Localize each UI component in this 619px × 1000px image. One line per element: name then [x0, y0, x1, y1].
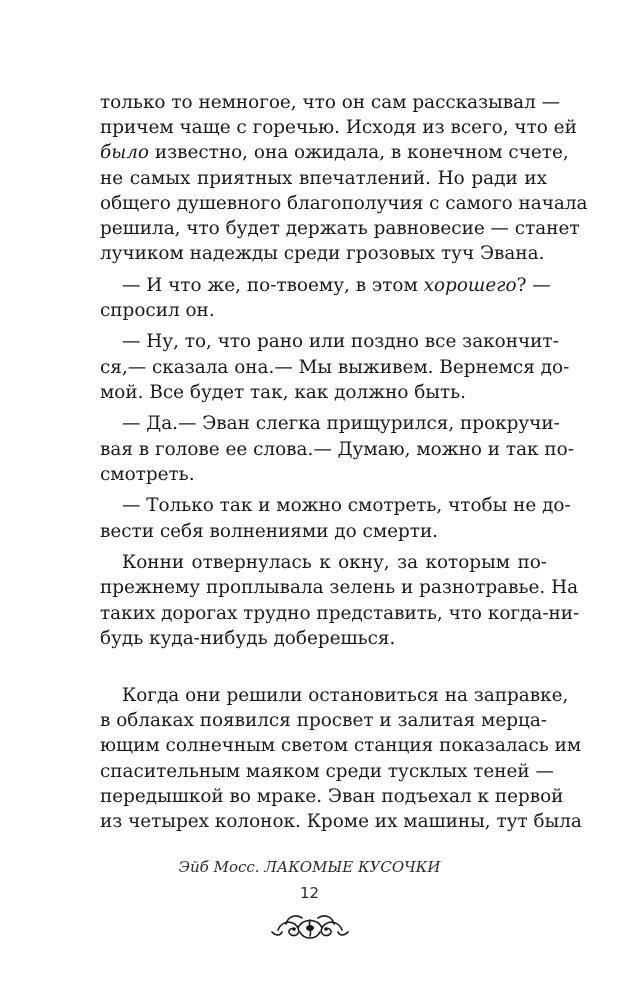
- paragraph: [100, 329, 570, 405]
- text-line: — Только так и можно смотреть, чтобы не до-: [122, 495, 571, 517]
- text-line: прежнему проплывала зелень и разнотравье. На: [100, 577, 579, 599]
- text-line: — Ну, то, что рано или поздно все закончит-: [122, 331, 559, 353]
- emphasized-word: было: [100, 142, 149, 164]
- text-line: общего душевного благополучия с самого начала: [100, 192, 588, 214]
- paragraph: [100, 90, 588, 266]
- decorative-flourish-icon: [268, 910, 352, 946]
- page-number: 12: [299, 884, 320, 902]
- text-line: спасительным маяком среди тусклых теней —: [100, 760, 554, 782]
- text-line: ся,— сказала она.— Мы выживем. Вернемся до-: [100, 356, 570, 378]
- text-line: было известно, она ожидала, в конечном счете,: [100, 142, 569, 164]
- text-line: вая в голове ее слова.— Думаю, можно и так по-: [100, 438, 574, 460]
- paragraph: [100, 411, 574, 487]
- text-line: — Да.— Эван слегка прищурился, прокручи-: [122, 413, 560, 435]
- text-line: Когда они решили остановиться на заправке,: [122, 685, 569, 706]
- text-line: лучиком надежды среди грозовых туч Эвана.: [100, 243, 545, 265]
- body-text-top: [100, 90, 588, 651]
- text-line: спросил он.: [100, 299, 215, 321]
- running-footer-title: Эйб Мосс. ЛАКОМЫЕ КУСОЧКИ: [178, 858, 441, 876]
- text-line: смотреть.: [100, 463, 195, 485]
- text-line: ющим солнечным светом станция показалась им: [100, 735, 582, 757]
- paragraph: [100, 683, 582, 834]
- text-line: будь куда-нибудь доберешься.: [100, 627, 396, 649]
- paragraph: [100, 493, 571, 543]
- text-line: таких дорогах трудно представить, что когда-ни-: [100, 602, 580, 624]
- text-line: не самых приятных впечатлений. Но ради их: [100, 167, 547, 189]
- text-line: только то немногое, что он сам рассказывал —: [100, 92, 561, 113]
- paragraph: [100, 273, 551, 323]
- text-line: в облаках появился просвет и залитая мерца-: [100, 710, 547, 732]
- emphasized-word: хорошего: [423, 274, 517, 296]
- text-line: причем чаще с горечью. Исходя из всего, что ей: [100, 117, 577, 139]
- text-line: из четырех колонок. Кроме их машины, тут была: [100, 810, 582, 832]
- text-line: вести себя волнениями до смерти.: [100, 520, 439, 542]
- text-line: — И что же, по-твоему, в этом хорошего? —: [122, 274, 551, 296]
- text-line: мой. Все будет так, как должно быть.: [100, 381, 467, 403]
- text-line: Конни отвернулась к окну, за которым по-: [122, 552, 547, 574]
- text-line: решила, что будет держать равновесие — станет: [100, 217, 580, 239]
- text-line: передышкой во мраке. Эван подъехал к первой: [100, 785, 564, 807]
- paragraph: [100, 550, 580, 651]
- body-text-bottom: [100, 683, 582, 834]
